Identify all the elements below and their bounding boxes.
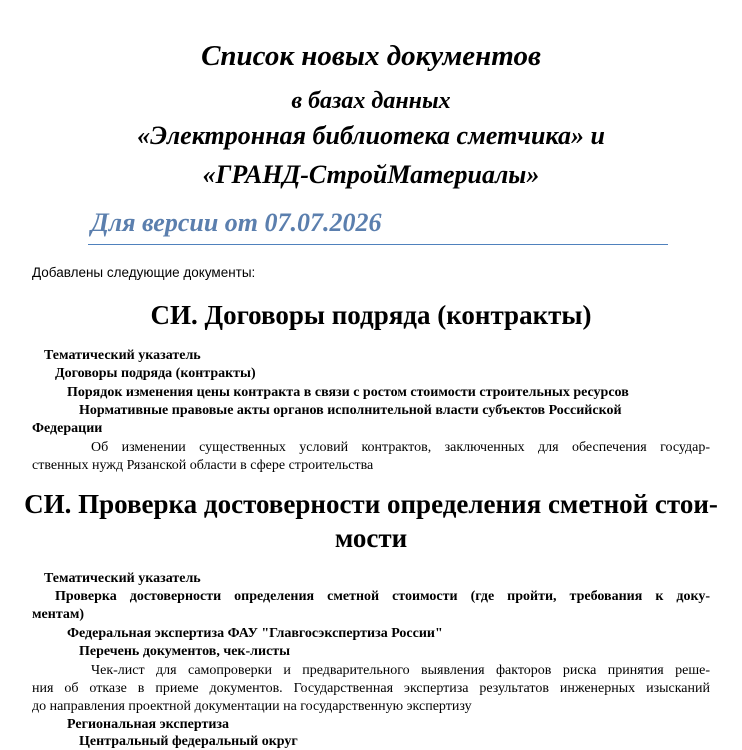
document-title-line3: «Электронная библиотека сметчика» и bbox=[137, 121, 605, 150]
document-entry-continued: ственных нужд Рязанской области в сфере строительства bbox=[32, 458, 374, 473]
toc-level2: Проверка достоверности определения сметной стоимости (где пройти, требования к доку- bbox=[55, 589, 710, 604]
section-heading-estimate-check-continued: мости bbox=[334, 523, 408, 553]
document-entry: Чек-лист для самопроверки и предварительного выявления факторов риска принятия реше- bbox=[91, 663, 710, 678]
intro-text: Добавлены следующие документы: bbox=[32, 265, 256, 280]
toc-level3: Федеральная экспертиза ФАУ "Главгосэкспертиза России" bbox=[67, 626, 443, 641]
version-date: Для версии от 07.07.2026 bbox=[91, 208, 382, 237]
section-heading-estimate-check: СИ. Проверка достоверности определения сметной стои- bbox=[24, 489, 718, 519]
version-underline bbox=[88, 244, 668, 245]
document-entry: Об изменении существенных условий контрактов, заключенных для обеспечения государ- bbox=[91, 440, 710, 455]
document-entry-continued: ния об отказе в приеме документов. Государственная экспертиза результатов инженерных изысканий bbox=[32, 681, 710, 696]
toc-level2-continued: ментам) bbox=[32, 607, 85, 622]
document-title-line2: в базах данных bbox=[291, 88, 451, 114]
document-title-line4: «ГРАНД-СтройМатериалы» bbox=[202, 160, 540, 189]
document-entry-continued: до направления проектной документации на государственную экспертизу bbox=[32, 699, 472, 714]
toc-level4-continued: Федерации bbox=[32, 421, 103, 436]
toc-level4: Перечень документов, чек-листы bbox=[79, 644, 291, 659]
toc-level3: Порядок изменения цены контракта в связи с ростом стоимости строительных ресурсов bbox=[67, 385, 629, 400]
toc-level4: Центральный федеральный округ bbox=[79, 734, 298, 749]
toc-level1: Тематический указатель bbox=[44, 571, 201, 586]
section-heading-contracts: СИ. Договоры подряда (контракты) bbox=[150, 300, 592, 330]
toc-level4: Нормативные правовые акты органов исполнительной власти субъектов Российской bbox=[79, 403, 622, 418]
document-title: Список новых документов bbox=[201, 40, 541, 72]
toc-level3: Региональная экспертиза bbox=[67, 717, 230, 732]
toc-level1: Тематический указатель bbox=[44, 348, 201, 363]
toc-level2: Договоры подряда (контракты) bbox=[55, 366, 256, 381]
